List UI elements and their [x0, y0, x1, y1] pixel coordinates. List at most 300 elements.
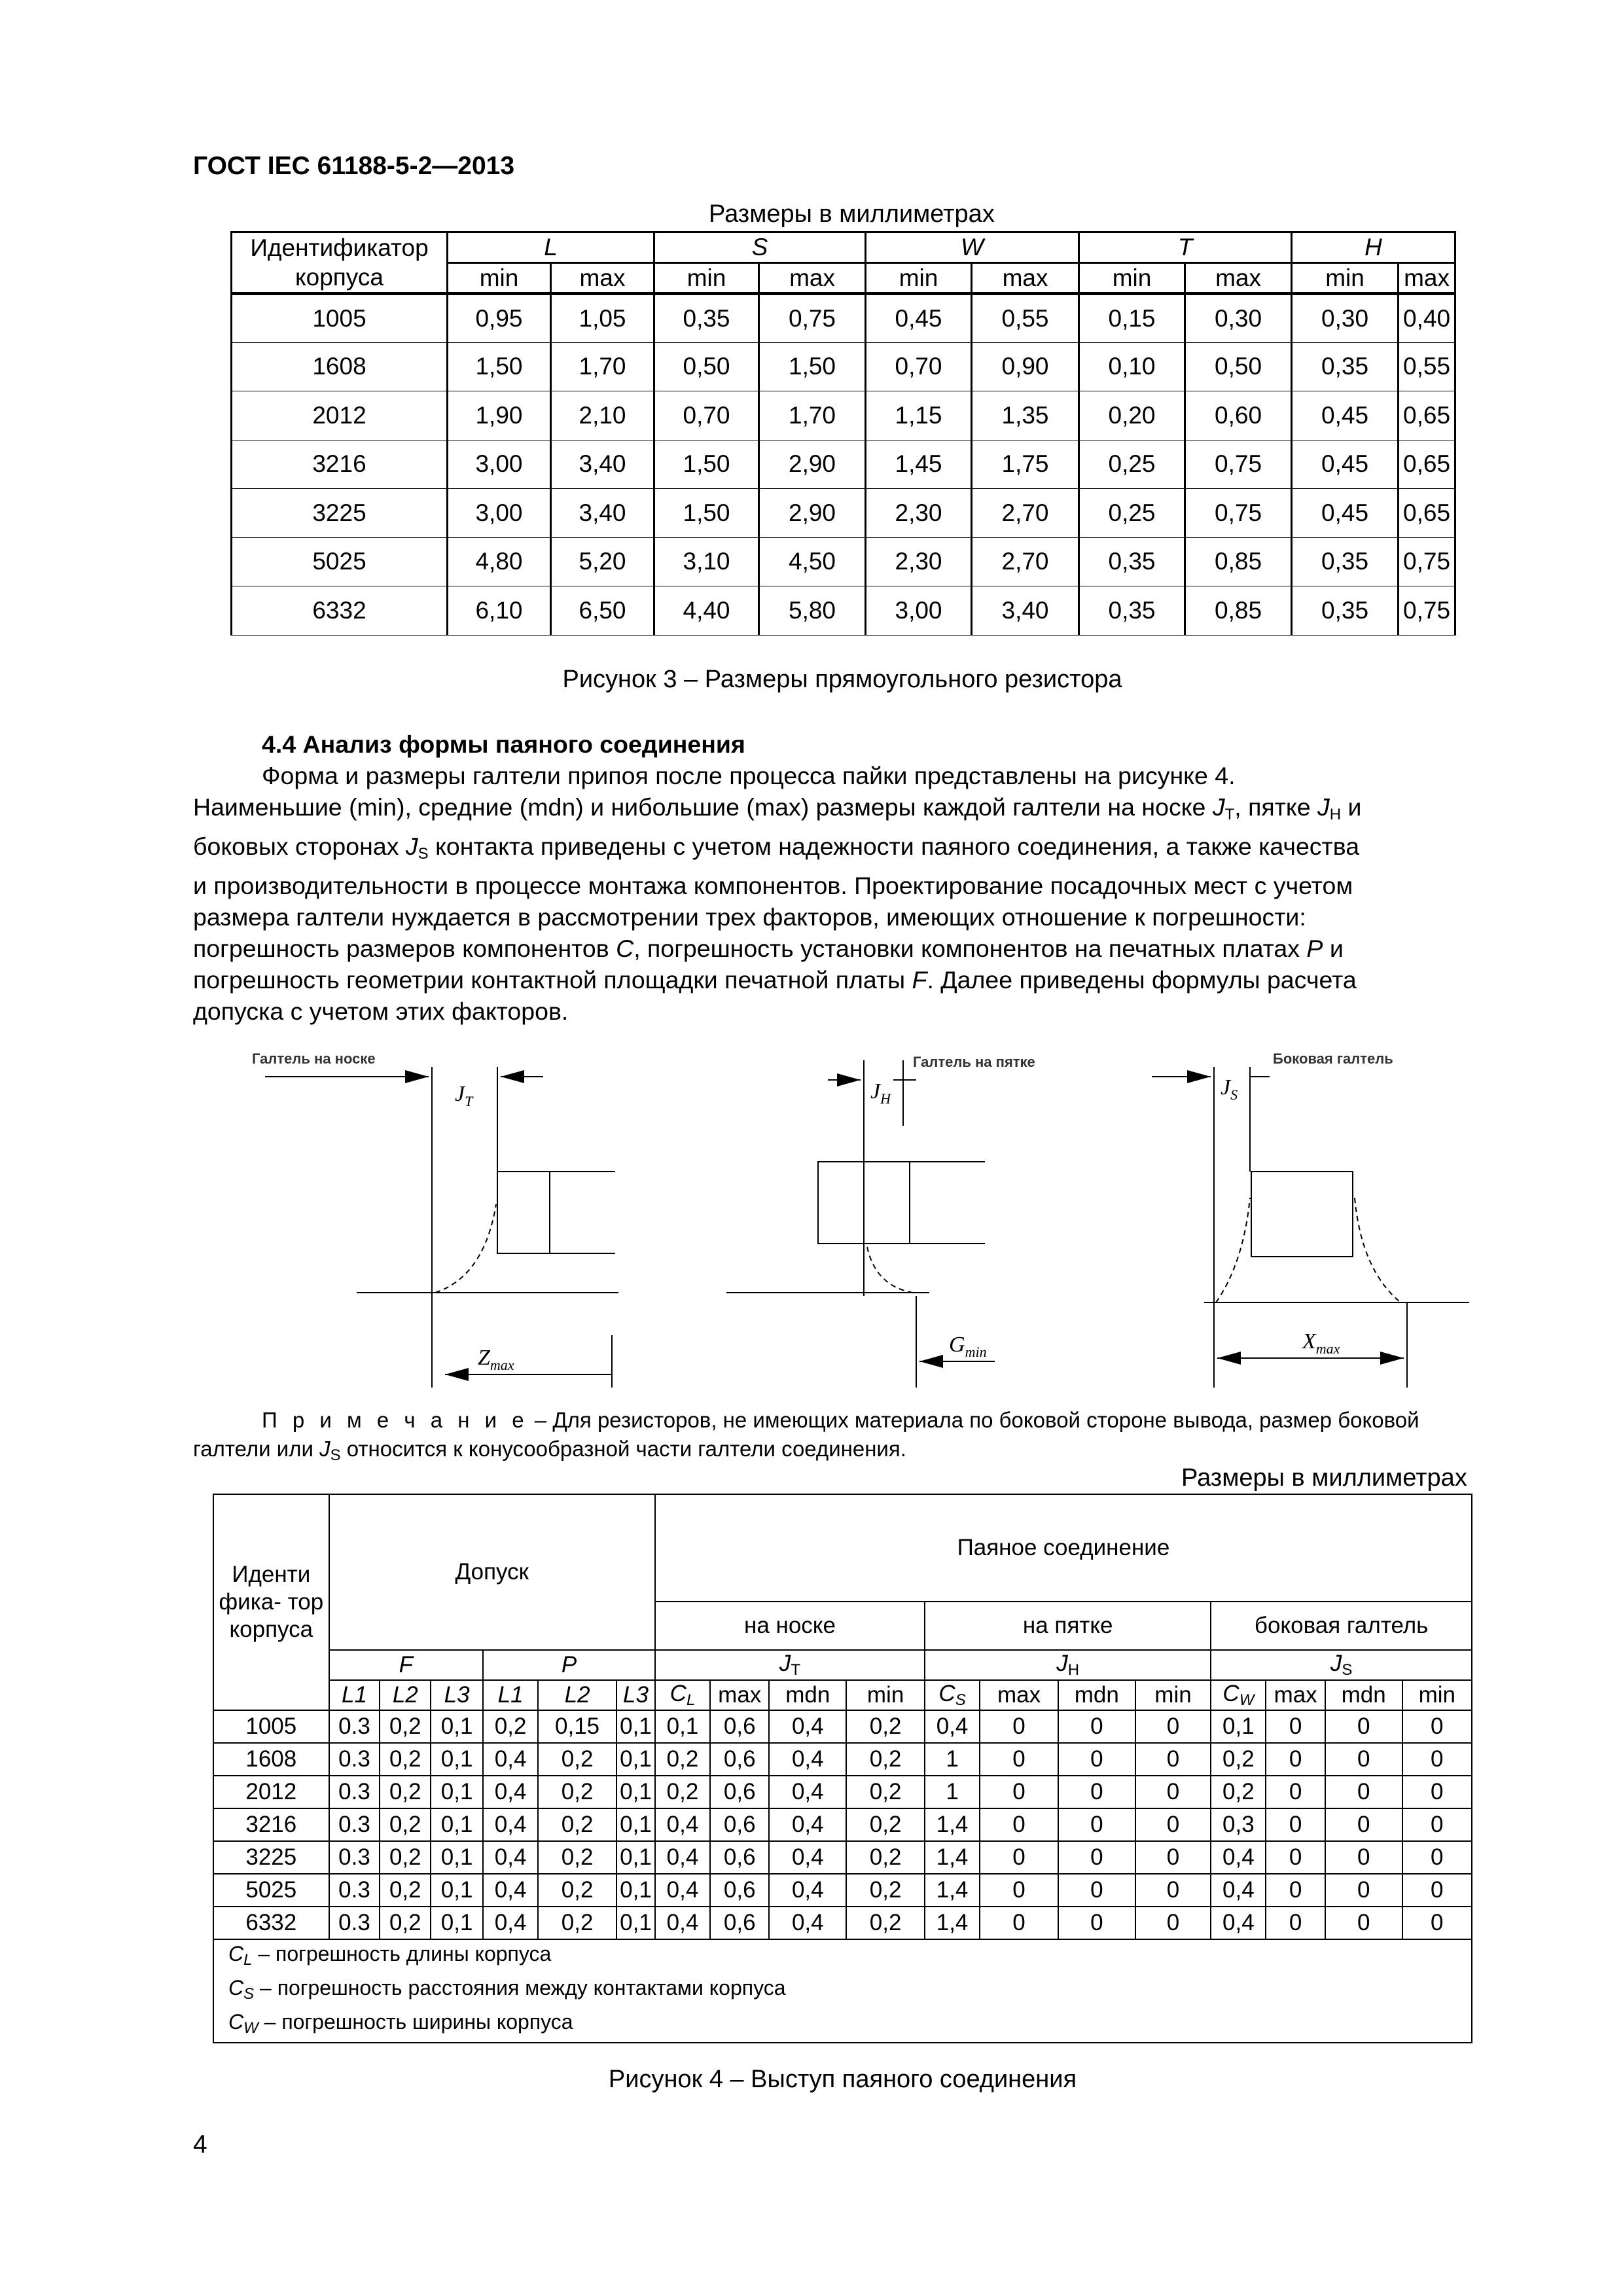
value-cell: 0.3 — [329, 1710, 380, 1743]
value-cell: 0,45 — [1292, 489, 1399, 538]
value-cell: 0 — [1058, 1743, 1135, 1776]
sub-max: max — [551, 263, 654, 294]
value-cell: 0,2 — [538, 1808, 616, 1841]
package-id-cell: 3216 — [232, 440, 448, 489]
package-id-cell: 3225 — [213, 1841, 329, 1874]
package-id-cell: 5025 — [213, 1874, 329, 1907]
value-cell: 1,75 — [972, 440, 1079, 489]
value-cell: 0,60 — [1185, 391, 1292, 440]
value-cell: 0,25 — [1079, 489, 1185, 538]
value-cell: 0,1 — [616, 1743, 655, 1776]
package-id-cell: 6332 — [213, 1907, 329, 1939]
table-row — [213, 1776, 1472, 1808]
value-cell: 0,2 — [380, 1874, 431, 1907]
legend-cs: $C_S$ – погрешность расстояния между контактами корпуса — [228, 1976, 786, 2003]
value-cell: 0,2 — [846, 1841, 925, 1874]
value-cell: 1,50 — [448, 342, 551, 391]
value-cell: 0,2 — [380, 1841, 431, 1874]
table-row — [213, 1841, 1472, 1874]
sub-max: max — [972, 263, 1079, 294]
jt-symbol: $J_T$ — [455, 1082, 473, 1109]
value-cell: 0,75 — [1185, 489, 1292, 538]
value-cell: 0,4 — [769, 1710, 846, 1743]
value-cell: 0,35 — [1292, 342, 1399, 391]
paragraph-line: допуска с учетом этих факторов. — [193, 997, 569, 1025]
value-cell: 0 — [1325, 1907, 1402, 1939]
value-cell: 4,80 — [448, 537, 551, 586]
sub-min: min — [1079, 263, 1185, 294]
value-cell: 0,1 — [616, 1874, 655, 1907]
sub-min: min — [654, 263, 759, 294]
value-cell: 0,35 — [1079, 537, 1185, 586]
value-cell: 0 — [1058, 1907, 1135, 1939]
value-cell: 0,4 — [483, 1907, 538, 1939]
value-cell: 1,4 — [925, 1808, 980, 1841]
col-L1: L1 — [483, 1680, 538, 1710]
value-cell: 3,00 — [866, 586, 972, 636]
col-max: max — [710, 1680, 769, 1710]
value-cell: 2,70 — [972, 537, 1079, 586]
value-cell: 2,90 — [759, 440, 866, 489]
value-cell: 0 — [1266, 1776, 1325, 1808]
value-cell: 0,40 — [1399, 294, 1455, 343]
value-cell: 1 — [925, 1776, 980, 1808]
value-cell: 0,45 — [1292, 440, 1399, 489]
value-cell: 0,1 — [616, 1808, 655, 1841]
value-cell: 0,1 — [431, 1841, 483, 1874]
value-cell: 0,25 — [1079, 440, 1185, 489]
value-cell: 1,50 — [654, 440, 759, 489]
value-cell: 0,2 — [846, 1874, 925, 1907]
sub-min: min — [448, 263, 551, 294]
value-cell: 0,2 — [655, 1776, 710, 1808]
value-cell: 0 — [1058, 1776, 1135, 1808]
value-cell: 1 — [925, 1743, 980, 1776]
value-cell: 0 — [980, 1743, 1058, 1776]
package-id-cell: 1608 — [232, 342, 448, 391]
js-symbol: $J_S$ — [1221, 1075, 1238, 1103]
value-cell: 0.3 — [329, 1841, 380, 1874]
value-cell: 0,35 — [1292, 537, 1399, 586]
value-cell: 0,4 — [925, 1710, 980, 1743]
value-cell: 0,2 — [846, 1808, 925, 1841]
value-cell: 2,10 — [551, 391, 654, 440]
value-cell: 0,85 — [1185, 586, 1292, 636]
heel-header: на пятке — [925, 1602, 1211, 1650]
value-cell: 0,1 — [616, 1710, 655, 1743]
value-cell: 0 — [1325, 1841, 1402, 1874]
value-cell: 0,1 — [431, 1743, 483, 1776]
value-cell: 0,15 — [538, 1710, 616, 1743]
value-cell: 0,4 — [483, 1808, 538, 1841]
value-cell: 0,4 — [769, 1808, 846, 1841]
value-cell: 0 — [980, 1907, 1058, 1939]
value-cell: 0,2 — [1211, 1776, 1266, 1808]
table-row — [213, 1808, 1472, 1841]
value-cell: 0,2 — [380, 1808, 431, 1841]
value-cell: 0,1 — [431, 1808, 483, 1841]
id-header: Иденти фика- тор корпуса — [213, 1494, 329, 1710]
value-cell: 1,70 — [759, 391, 866, 440]
value-cell: 0 — [1058, 1710, 1135, 1743]
table-row — [232, 440, 1455, 489]
package-id-cell: 6332 — [232, 586, 448, 636]
value-cell: 0 — [1402, 1710, 1472, 1743]
package-id-cell: 3216 — [213, 1808, 329, 1841]
side-header: боковая галтель — [1211, 1602, 1472, 1650]
toe-header: на носке — [655, 1602, 925, 1650]
value-cell: 0,2 — [380, 1776, 431, 1808]
value-cell: 0,4 — [655, 1907, 710, 1939]
value-cell: 0,35 — [654, 294, 759, 343]
value-cell: 0,2 — [846, 1907, 925, 1939]
col-max: max — [980, 1680, 1058, 1710]
value-cell: 0 — [1058, 1874, 1135, 1907]
col-min: min — [846, 1680, 925, 1710]
value-cell: 0,4 — [769, 1776, 846, 1808]
jt-header: $J_T$ — [655, 1650, 925, 1680]
value-cell: 0,6 — [710, 1874, 769, 1907]
value-cell: 0,1 — [655, 1710, 710, 1743]
note-text: галтели или — [193, 1437, 313, 1461]
col-CL: $C_L$ — [655, 1680, 710, 1710]
legend-cl: $C_L$ – погрешность длины корпуса — [228, 1942, 552, 1969]
paragraph-line: погрешность размеров компонентов C, погрешность установки компонентов на печатных платах P и — [193, 935, 1344, 962]
value-cell: 0,2 — [538, 1841, 616, 1874]
value-cell: 0,45 — [1292, 391, 1399, 440]
paragraph-line: размера галтели нуждается в рассмотрении трех факторов, имеющих отношение к погрешности: — [193, 903, 1306, 931]
col-min: min — [1402, 1680, 1472, 1710]
value-cell: 0,45 — [866, 294, 972, 343]
value-cell: 0,6 — [710, 1710, 769, 1743]
value-cell: 0,55 — [972, 294, 1079, 343]
value-cell: 0,1 — [431, 1776, 483, 1808]
value-cell: 1,70 — [551, 342, 654, 391]
value-cell: 0,4 — [769, 1907, 846, 1939]
value-cell: 6,50 — [551, 586, 654, 636]
value-cell: 0,1 — [616, 1841, 655, 1874]
col-L2: L2 — [538, 1680, 616, 1710]
paragraph-line: боковых сторонах $J_S$ контакта приведены с учетом надежности паяного соединения, а также качества — [193, 833, 1360, 863]
table-row — [232, 586, 1455, 636]
value-cell: 0,2 — [380, 1710, 431, 1743]
value-cell: 0 — [980, 1808, 1058, 1841]
note-text: относится к конусообразной части галтели соединения. — [346, 1437, 906, 1461]
value-cell: 0,2 — [655, 1743, 710, 1776]
tolerance-header: Допуск — [329, 1494, 655, 1650]
value-cell: 0 — [1058, 1808, 1135, 1841]
value-cell: 0,1 — [1211, 1710, 1266, 1743]
table-legend — [213, 1939, 1472, 2043]
table-row — [213, 1743, 1472, 1776]
value-cell: 0,4 — [769, 1874, 846, 1907]
figure3-caption: Рисунок 3 – Размеры прямоугольного резистора — [562, 666, 1122, 693]
package-id-cell: 5025 — [232, 537, 448, 586]
value-cell: 0,85 — [1185, 537, 1292, 586]
value-cell: 0,6 — [710, 1808, 769, 1841]
xmax-symbol: $X_{max}$ — [1302, 1329, 1340, 1357]
value-cell: 1,35 — [972, 391, 1079, 440]
value-cell: 0 — [1325, 1776, 1402, 1808]
solder-fillet-diagram — [249, 1034, 1492, 1388]
resistor-dimensions-table — [230, 231, 1456, 636]
value-cell: 4,40 — [654, 586, 759, 636]
value-cell: 0,4 — [769, 1743, 846, 1776]
side-fillet-label: Боковая галтель — [1273, 1050, 1393, 1067]
col-L3: L3 — [616, 1680, 655, 1710]
value-cell: 0,4 — [1211, 1841, 1266, 1874]
value-cell: 0,1 — [431, 1710, 483, 1743]
group-W: W — [866, 232, 1079, 263]
value-cell: 0,4 — [655, 1874, 710, 1907]
value-cell: 0 — [1135, 1710, 1211, 1743]
value-cell: 0 — [1266, 1907, 1325, 1939]
solder-joint-header: Паяное соединение — [655, 1494, 1472, 1602]
package-id-cell: 2012 — [232, 391, 448, 440]
value-cell: 0,2 — [538, 1874, 616, 1907]
table-row — [213, 1874, 1472, 1907]
note-prefix: П р и м е ч а н и е — [262, 1408, 529, 1432]
value-cell: 0,2 — [846, 1776, 925, 1808]
sub-min: min — [866, 263, 972, 294]
value-cell: 3,00 — [448, 489, 551, 538]
value-cell: 0.3 — [329, 1907, 380, 1939]
package-id-cell: 3225 — [232, 489, 448, 538]
value-cell: 0,4 — [1211, 1907, 1266, 1939]
value-cell: 0 — [1058, 1841, 1135, 1874]
value-cell: 0 — [1135, 1841, 1211, 1874]
sub-max: max — [1399, 263, 1455, 294]
value-cell: 0,30 — [1185, 294, 1292, 343]
value-cell: 0 — [1266, 1808, 1325, 1841]
value-cell: 2,30 — [866, 489, 972, 538]
value-cell: 0,6 — [710, 1776, 769, 1808]
value-cell: 0,30 — [1292, 294, 1399, 343]
col-L2: L2 — [380, 1680, 431, 1710]
value-cell: 3,00 — [448, 440, 551, 489]
value-cell: 0,2 — [846, 1743, 925, 1776]
value-cell: 0,1 — [616, 1907, 655, 1939]
table-row — [232, 391, 1455, 440]
section-heading: 4.4 Анализ формы паяного соединения — [262, 730, 745, 758]
value-cell: 0,4 — [1211, 1874, 1266, 1907]
value-cell: 0 — [1135, 1743, 1211, 1776]
section-4-4 — [193, 728, 1495, 1027]
group-L: L — [448, 232, 654, 263]
value-cell: 0,75 — [1399, 537, 1455, 586]
value-cell: 5,20 — [551, 537, 654, 586]
table1-units: Размеры в миллиметрах — [709, 200, 995, 228]
value-cell: 0,2 — [538, 1743, 616, 1776]
value-cell: 1,4 — [925, 1907, 980, 1939]
value-cell: 0 — [1402, 1874, 1472, 1907]
id-header-line2: корпуса — [232, 263, 448, 294]
value-cell: 0.3 — [329, 1776, 380, 1808]
value-cell: 0 — [1402, 1743, 1472, 1776]
col-mdn: mdn — [1058, 1680, 1135, 1710]
value-cell: 0,6 — [710, 1841, 769, 1874]
value-cell: 0,6 — [710, 1743, 769, 1776]
value-cell: 0,75 — [1399, 586, 1455, 636]
value-cell: 2,30 — [866, 537, 972, 586]
note-text: – Для резисторов, не имеющих материала по боковой стороне вывода, размер боковой — [528, 1408, 1419, 1432]
value-cell: 0,2 — [483, 1710, 538, 1743]
value-cell: 0,15 — [1079, 294, 1185, 343]
package-id-cell: 1005 — [232, 294, 448, 343]
value-cell: 0,65 — [1399, 440, 1455, 489]
jh-symbol: $J_H$ — [870, 1079, 891, 1107]
col-mdn: mdn — [1325, 1680, 1402, 1710]
value-cell: 0,35 — [1292, 586, 1399, 636]
solder-joint-table — [213, 1494, 1472, 2043]
table-row — [232, 489, 1455, 538]
value-cell: 0,4 — [655, 1841, 710, 1874]
value-cell: 0 — [1135, 1907, 1211, 1939]
value-cell: 0 — [1402, 1776, 1472, 1808]
table-row — [232, 294, 1455, 343]
value-cell: 0,35 — [1079, 586, 1185, 636]
value-cell: 0 — [1266, 1743, 1325, 1776]
figure4-caption: Рисунок 4 – Выступ паяного соединения — [608, 2066, 1077, 2093]
value-cell: 1,4 — [925, 1841, 980, 1874]
heel-fillet-label: Галтель на пятке — [913, 1054, 1035, 1070]
value-cell: 1,15 — [866, 391, 972, 440]
value-cell: 1,05 — [551, 294, 654, 343]
value-cell: 3,40 — [551, 489, 654, 538]
value-cell: 0,90 — [972, 342, 1079, 391]
value-cell: 0.3 — [329, 1874, 380, 1907]
value-cell: 0,2 — [380, 1907, 431, 1939]
value-cell: 0 — [980, 1841, 1058, 1874]
package-id-cell: 1005 — [213, 1710, 329, 1743]
col-max: max — [1266, 1680, 1325, 1710]
table-row — [213, 1907, 1472, 1939]
value-cell: 0,4 — [483, 1743, 538, 1776]
value-cell: 0 — [1266, 1710, 1325, 1743]
value-cell: 0,95 — [448, 294, 551, 343]
col-CS: $C_S$ — [925, 1680, 980, 1710]
value-cell: 0,65 — [1399, 391, 1455, 440]
value-cell: 0,20 — [1079, 391, 1185, 440]
group-S: S — [654, 232, 866, 263]
group-T: T — [1079, 232, 1292, 263]
value-cell: 0 — [1135, 1808, 1211, 1841]
page-number: 4 — [193, 2130, 207, 2159]
value-cell: 0,2 — [1211, 1743, 1266, 1776]
value-cell: 1,50 — [759, 342, 866, 391]
value-cell: 0 — [1266, 1841, 1325, 1874]
table-row — [232, 342, 1455, 391]
value-cell: 2,90 — [759, 489, 866, 538]
zmax-symbol: $Z_{max}$ — [478, 1346, 514, 1373]
js-header: $J_S$ — [1211, 1650, 1472, 1680]
value-cell: 0 — [1402, 1907, 1472, 1939]
value-cell: 0,1 — [616, 1776, 655, 1808]
value-cell: 1,4 — [925, 1874, 980, 1907]
id-header-line1: Идентификатор — [232, 232, 448, 263]
value-cell: 0,3 — [1211, 1808, 1266, 1841]
legend-cw: $C_W$ – погрешность ширины корпуса — [228, 2010, 573, 2037]
package-id-cell: 1608 — [213, 1743, 329, 1776]
col-L3: L3 — [431, 1680, 483, 1710]
gmin-symbol: $G_{min}$ — [949, 1333, 987, 1360]
value-cell: 0 — [980, 1710, 1058, 1743]
value-cell: 3,10 — [654, 537, 759, 586]
value-cell: 0.3 — [329, 1808, 380, 1841]
value-cell: 6,10 — [448, 586, 551, 636]
value-cell: 0,4 — [483, 1874, 538, 1907]
value-cell: 0,1 — [431, 1907, 483, 1939]
table-row — [213, 1710, 1472, 1743]
value-cell: 0 — [980, 1776, 1058, 1808]
value-cell: 1,90 — [448, 391, 551, 440]
value-cell: 0 — [1325, 1874, 1402, 1907]
col-min: min — [1135, 1680, 1211, 1710]
value-cell: 0,75 — [759, 294, 866, 343]
value-cell: 0,2 — [538, 1776, 616, 1808]
F-header: F — [329, 1650, 483, 1680]
jh-header: $J_H$ — [925, 1650, 1211, 1680]
value-cell: 0,2 — [846, 1710, 925, 1743]
document-header: ГОСТ IEC 61188-5-2—2013 — [193, 152, 515, 180]
value-cell: 0,75 — [1185, 440, 1292, 489]
value-cell: 0,65 — [1399, 489, 1455, 538]
sub-min: min — [1292, 263, 1399, 294]
col-CW: $C_W$ — [1211, 1680, 1266, 1710]
paragraph-line: Наименьшие (min), средние (mdn) и нибольшие (max) размеры каждой галтели на носке $J_T$, пятке $J_H$ и — [193, 793, 1362, 823]
value-cell: 0,6 — [710, 1907, 769, 1939]
table2-units: Размеры в миллиметрах — [1181, 1464, 1467, 1492]
value-cell: 0 — [1402, 1841, 1472, 1874]
value-cell: 0.3 — [329, 1743, 380, 1776]
paragraph-line: и производительности в процессе монтажа компонентов. Проектирование посадочных мест с учетом — [193, 872, 1353, 899]
note: П р и м е ч а н и е – Для резисторов, не имеющих материала по боковой стороне вывода, размер боковой галтели или $J_S$ относится к конусообразной части галтели соединения. — [193, 1408, 1419, 1464]
value-cell: 0,55 — [1399, 342, 1455, 391]
value-cell: 0 — [1325, 1808, 1402, 1841]
value-cell: 0 — [1135, 1776, 1211, 1808]
value-cell: 0,50 — [1185, 342, 1292, 391]
toe-fillet-label: Галтель на носке — [252, 1050, 376, 1067]
value-cell: 5,80 — [759, 586, 866, 636]
value-cell: 0,70 — [866, 342, 972, 391]
paragraph-line: Форма и размеры галтели припоя после процесса пайки представлены на рисунке 4. — [262, 762, 1236, 789]
value-cell: 0,2 — [380, 1743, 431, 1776]
sub-max: max — [759, 263, 866, 294]
table-row — [232, 537, 1455, 586]
value-cell: 0,4 — [769, 1841, 846, 1874]
sub-max: max — [1185, 263, 1292, 294]
value-cell: 0 — [1325, 1743, 1402, 1776]
value-cell: 3,40 — [972, 586, 1079, 636]
value-cell: 4,50 — [759, 537, 866, 586]
value-cell: 0 — [1402, 1808, 1472, 1841]
package-id-cell: 2012 — [213, 1776, 329, 1808]
col-mdn: mdn — [769, 1680, 846, 1710]
value-cell: 0,70 — [654, 391, 759, 440]
value-cell: 0 — [1266, 1874, 1325, 1907]
value-cell: 0,4 — [483, 1841, 538, 1874]
value-cell: 0,50 — [654, 342, 759, 391]
value-cell: 3,40 — [551, 440, 654, 489]
col-L1: L1 — [329, 1680, 380, 1710]
value-cell: 2,70 — [972, 489, 1079, 538]
value-cell: 0 — [980, 1874, 1058, 1907]
paragraph-line: погрешность геометрии контактной площадки печатной платы F. Далее приведены формулы расчета — [193, 966, 1357, 994]
value-cell: 0 — [1135, 1874, 1211, 1907]
value-cell: 0,10 — [1079, 342, 1185, 391]
P-header: P — [483, 1650, 655, 1680]
value-cell: 0,1 — [431, 1874, 483, 1907]
